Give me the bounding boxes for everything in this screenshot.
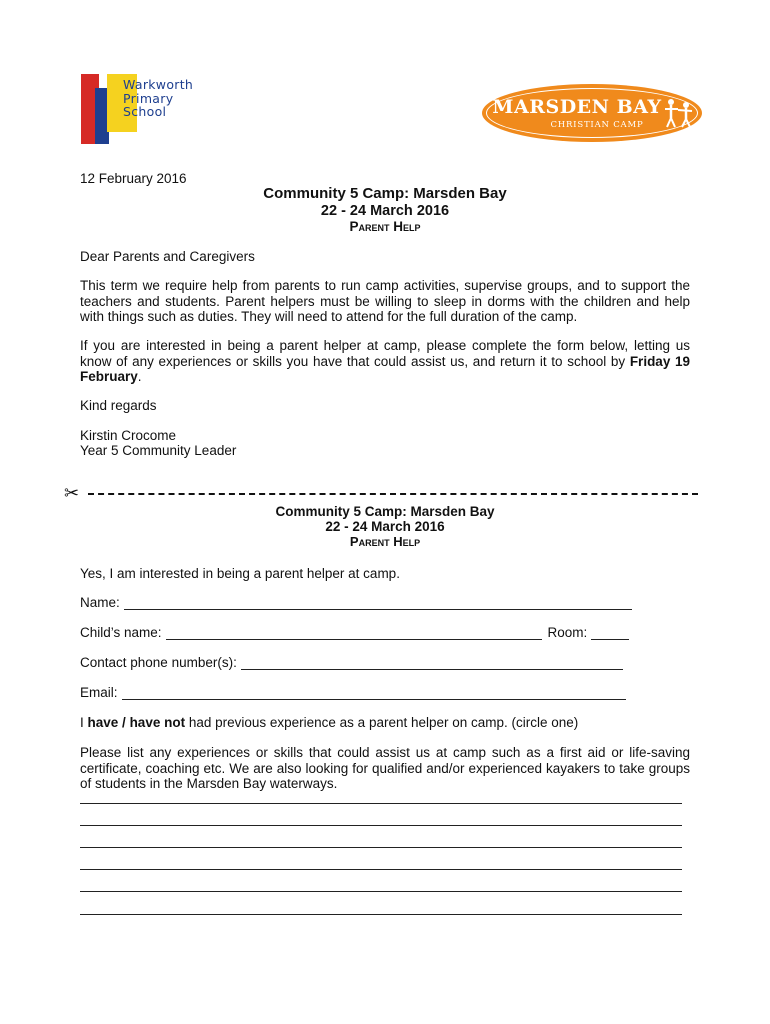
form-title: Community 5 Camp: Marsden Bay bbox=[275, 504, 495, 519]
name-field[interactable] bbox=[124, 597, 632, 610]
school-logo-line3: School bbox=[123, 104, 167, 119]
name-row bbox=[80, 595, 632, 610]
signature-role: Year 5 Community Leader bbox=[80, 443, 237, 458]
signature-name: Kirstin Crocome bbox=[80, 428, 177, 443]
letter-dates: 22 - 24 March 2016 bbox=[320, 203, 450, 219]
camp-logo-title: MARSDEN BAY bbox=[492, 96, 662, 118]
skills-line-5[interactable] bbox=[80, 891, 682, 892]
experience-line bbox=[80, 715, 578, 731]
closing: Kind regards bbox=[80, 398, 157, 413]
skills-line-2[interactable] bbox=[80, 825, 682, 826]
email-label: Email: bbox=[80, 685, 118, 700]
letter-date: 12 February 2016 bbox=[80, 171, 187, 186]
salutation: Dear Parents and Caregivers bbox=[80, 249, 255, 264]
child-row bbox=[80, 625, 629, 640]
school-logo-line2: Primary bbox=[123, 90, 174, 106]
camp-logo-subtitle: CHRISTIAN CAMP bbox=[550, 120, 644, 130]
experience-suffix: had previous experience as a parent helper on camp. (circle one) bbox=[185, 715, 579, 730]
email-row bbox=[80, 685, 626, 700]
paragraph-2-text: If you are interested in being a parent helper at camp, please complete the form below, letting us know of any experiences or skills you have that could assist us, and return it to school by bbox=[80, 338, 690, 369]
skills-line-4[interactable] bbox=[80, 869, 682, 870]
school-logo-line1: Warkworth bbox=[123, 77, 194, 92]
letter-title: Community 5 Camp: Marsden Bay bbox=[263, 185, 507, 202]
form-subtitle: Parent Help bbox=[349, 534, 421, 549]
letter-paragraph-1: This term we require help from parents to run camp activities, supervise groups, and to support the teachers and students. Parent helpers must be willing to sleep in dorms with the children and help with things such as duties. They will need to attend for the full duration of the camp. bbox=[80, 278, 690, 324]
option-have-not[interactable]: have not bbox=[129, 715, 186, 730]
letter-subtitle: Parent Help bbox=[349, 219, 421, 234]
skills-paragraph: Please list any experiences or skills that could assist us at camp such as a first aid or life-saving certificate, coaching etc. We are also looking for qualified and/or experienced kayakers to take groups of students in the Marsden Bay waterways. bbox=[80, 745, 690, 791]
cut-line bbox=[88, 493, 698, 495]
option-separator: / bbox=[118, 715, 130, 730]
camp-people-icon bbox=[662, 96, 696, 130]
phone-label: Contact phone number(s): bbox=[80, 655, 237, 670]
paragraph-2-end: . bbox=[137, 369, 142, 384]
scissors-icon: ✂ bbox=[64, 483, 80, 503]
skills-line-6[interactable] bbox=[80, 914, 682, 915]
form-dates: 22 - 24 March 2016 bbox=[325, 519, 445, 534]
email-field[interactable] bbox=[122, 687, 626, 700]
form-intro: Yes, I am interested in being a parent helper at camp. bbox=[80, 566, 400, 581]
return-deadline: Friday 19 February bbox=[80, 353, 690, 384]
child-name-field[interactable] bbox=[166, 627, 542, 640]
room-field[interactable] bbox=[591, 627, 629, 640]
skills-line-3[interactable] bbox=[80, 847, 682, 848]
name-label: Name: bbox=[80, 595, 120, 610]
school-logo bbox=[81, 74, 221, 146]
experience-prefix: I bbox=[80, 715, 88, 730]
camp-logo bbox=[482, 84, 702, 142]
room-label: Room: bbox=[547, 625, 588, 640]
child-name-label: Child’s name: bbox=[80, 625, 162, 640]
option-have[interactable]: have bbox=[87, 715, 119, 730]
letter-paragraph-2 bbox=[80, 338, 690, 385]
phone-field[interactable] bbox=[241, 657, 623, 670]
skills-line-1[interactable] bbox=[80, 803, 682, 804]
phone-row bbox=[80, 655, 623, 670]
